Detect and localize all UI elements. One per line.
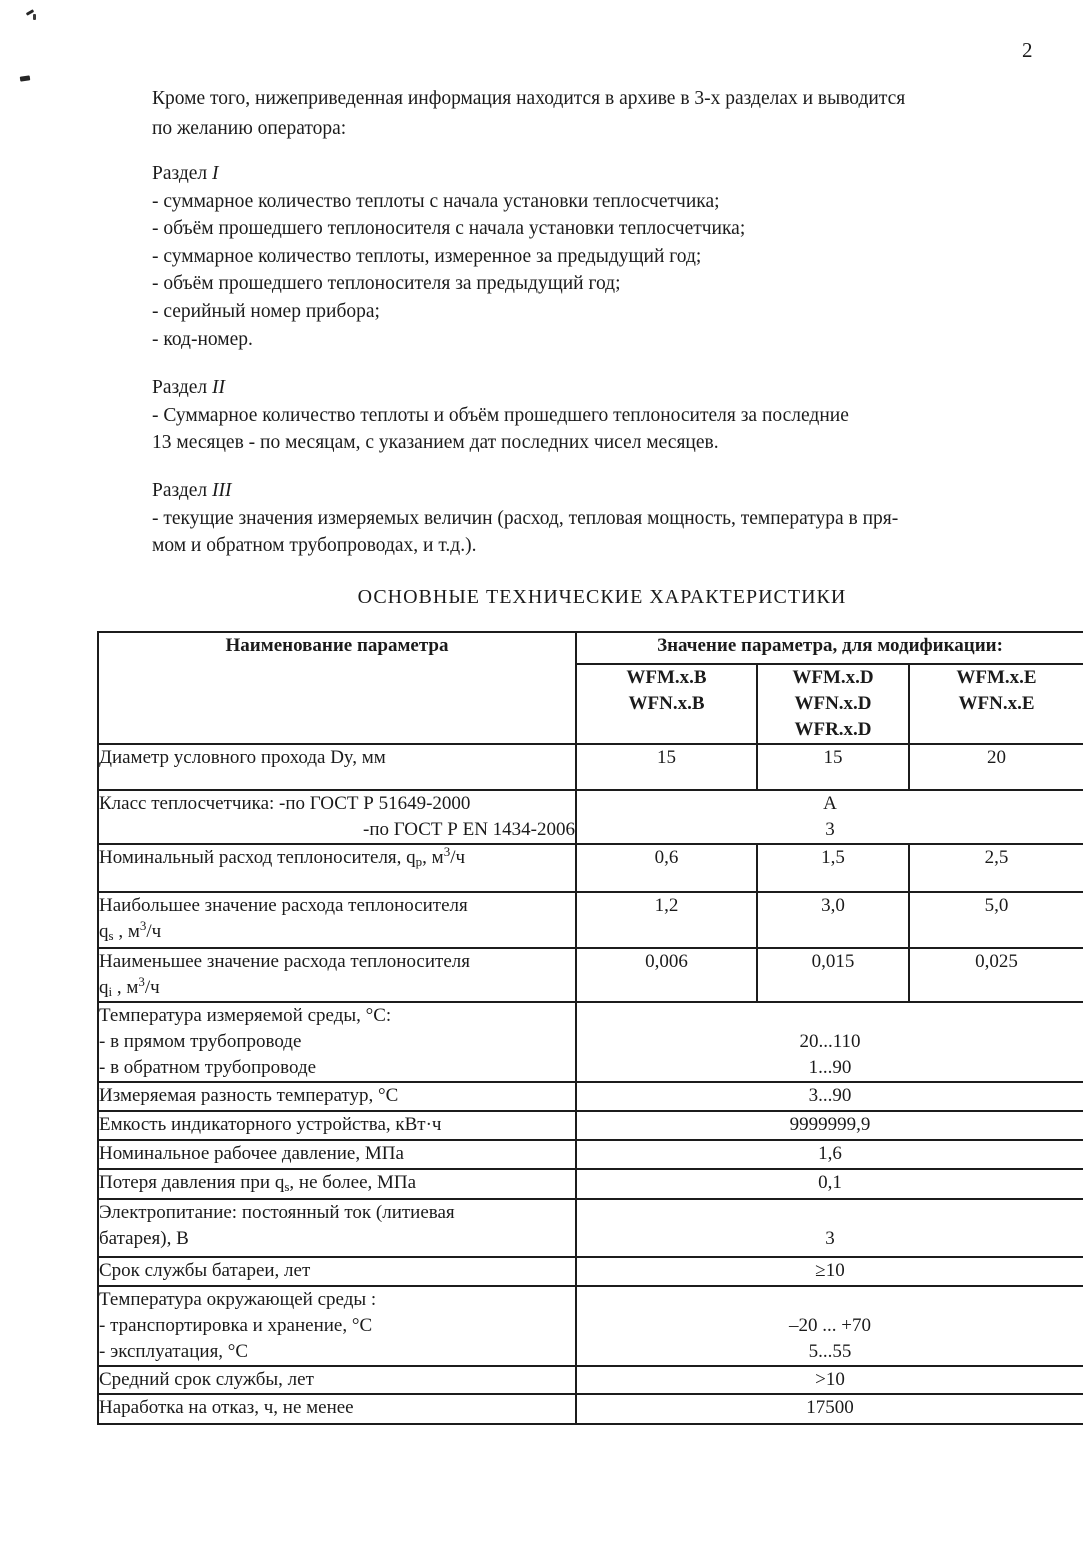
value-cell: 3,0 — [757, 892, 909, 948]
table-row — [98, 844, 1083, 892]
model-name: WFM.x.B — [626, 667, 707, 688]
table-row — [98, 1199, 1083, 1257]
value-cell: 5,0 — [909, 892, 1083, 948]
table-row — [98, 1140, 1083, 1169]
table-row — [98, 790, 1083, 844]
list-item: - текущие значения измеряемых величин (расход, тепловая мощность, температура в пря- — [152, 507, 899, 529]
value-cell: 20 — [909, 744, 1083, 790]
model-name: WFM.x.E — [956, 667, 1037, 688]
model-name: WFN.x.E — [958, 693, 1035, 714]
value-cell-merged: 20...110 1...90 — [576, 1002, 1083, 1082]
section-2-title — [152, 374, 1052, 402]
column-header-wfm-d — [757, 664, 909, 744]
parameter-name-cell: Измеряемая разность температур, °С — [98, 1082, 576, 1111]
value-cell-merged: ≥10 — [576, 1257, 1083, 1286]
section-word: Раздел — [152, 377, 213, 398]
parameter-name-cell: Температура окружающей среды : - транспортировка и хранение, °С - эксплуатация, °С — [98, 1286, 576, 1366]
list-item: - код-номер. — [152, 328, 253, 350]
column-header-wfm-b — [576, 664, 757, 744]
parameter-name-cell: Температура измеряемой среды, °С: - в прямом трубопроводе - в обратном трубопроводе — [98, 1002, 576, 1082]
scan-artifact — [33, 14, 36, 20]
section-1-title — [152, 160, 1052, 188]
value-cell-merged: 0,1 — [576, 1169, 1083, 1199]
value-cell: 0,015 — [757, 948, 909, 1002]
value-cell-merged: 3...90 — [576, 1082, 1083, 1111]
section-3-title — [152, 477, 1052, 505]
value-cell-merged: 17500 — [576, 1394, 1083, 1424]
intro-line: Кроме того, нижеприведенная информация находится в архиве в 3-х разделах и выводится — [152, 88, 906, 109]
parameter-name-cell: Средний срок службы, лет — [98, 1366, 576, 1394]
parameter-name-cell: Срок службы батареи, лет — [98, 1257, 576, 1286]
table-row — [98, 892, 1083, 948]
section-1 — [152, 160, 1052, 353]
table-row — [98, 1082, 1083, 1111]
value-cell-merged: 1,6 — [576, 1140, 1083, 1169]
list-item: - серийный номер прибора; — [152, 300, 380, 322]
value-cell: 1,2 — [576, 892, 757, 948]
parameter-name-cell: Наработка на отказ, ч, не менее — [98, 1394, 576, 1424]
table-row — [98, 1257, 1083, 1286]
section-2 — [152, 374, 1052, 457]
list-item: - объём прошедшего теплоносителя с начала установки теплосчетчика; — [152, 218, 746, 240]
parameter-name-cell: Наименьшее значение расхода теплоносителя $q_i$ , $м^3/ч$ — [98, 948, 576, 1002]
table-row — [98, 1286, 1083, 1366]
table-row — [98, 1394, 1083, 1424]
parameter-name-cell: Наибольшее значение расхода теплоносителя $q_s$ , $м^3/ч$ — [98, 892, 576, 948]
page-number: 2 — [1022, 38, 1033, 62]
table-row — [98, 1366, 1083, 1394]
parameter-name-cell: Класс теплосчетчика: -по ГОСТ Р 51649-2000 -по ГОСТ Р EN 1434-2006 — [98, 790, 576, 844]
value-cell-merged: А 3 — [576, 790, 1083, 844]
table-row — [98, 744, 1083, 790]
section-numeral: III — [212, 480, 232, 501]
value-cell-merged: >10 — [576, 1366, 1083, 1394]
table-header-row — [98, 632, 1083, 664]
parameter-name-cell: Электропитание: постоянный ток (литиевая батарея), В — [98, 1199, 576, 1257]
list-item: 13 месяцев - по месяцам, с указанием дат последних чисел месяцев. — [152, 432, 719, 454]
column-group-header: Значение параметра, для модификации: — [576, 632, 1083, 664]
table-row — [98, 1002, 1083, 1082]
value-cell: 2,5 — [909, 844, 1083, 892]
value-cell: 1,5 — [757, 844, 909, 892]
section-3 — [152, 477, 1052, 560]
column-header-parameter-name: Наименование параметра — [98, 632, 576, 744]
value-cell: 0,006 — [576, 948, 757, 1002]
list-item: - суммарное количество теплоты с начала установки теплосчетчика; — [152, 190, 720, 212]
table-heading: ОСНОВНЫЕ ТЕХНИЧЕСКИЕ ХАРАКТЕРИСТИКИ — [357, 586, 847, 608]
list-item: - суммарное количество теплоты, измеренное за предыдущий год; — [152, 245, 702, 267]
parameter-name-cell: Потеря давления при $q_s$, не более, МПа — [98, 1169, 576, 1199]
value-cell: 0,025 — [909, 948, 1083, 1002]
intro-paragraph — [152, 84, 1052, 144]
value-cell: 0,6 — [576, 844, 757, 892]
value-cell: 15 — [757, 744, 909, 790]
list-item: мом и обратном трубопроводах, и т.д.). — [152, 535, 477, 557]
section-numeral: I — [212, 163, 219, 184]
model-name: WFN.x.D — [794, 693, 872, 714]
section-word: Раздел — [152, 480, 213, 501]
table-row — [98, 948, 1083, 1002]
model-name: WFM.x.D — [792, 667, 874, 688]
section-numeral: II — [212, 377, 226, 398]
parameter-name-cell: Емкость индикаторного устройства, кВт·ч — [98, 1111, 576, 1140]
value-cell-merged: 9999999,9 — [576, 1111, 1083, 1140]
intro-line: по желанию оператора: — [152, 118, 347, 139]
value-cell-merged: 3 — [576, 1199, 1083, 1257]
parameter-name-cell: Номинальное рабочее давление, МПа — [98, 1140, 576, 1169]
table-row — [98, 1169, 1083, 1199]
scan-artifact — [20, 75, 31, 81]
specifications-table — [97, 631, 1083, 1425]
column-header-wfm-e — [909, 664, 1083, 744]
value-cell: 15 — [576, 744, 757, 790]
parameter-name-cell: Диаметр условного прохода Dy, мм — [98, 744, 576, 790]
list-item: - Суммарное количество теплоты и объём прошедшего теплоносителя за последние — [152, 404, 849, 426]
value-cell-merged: –20 ... +70 5...55 — [576, 1286, 1083, 1366]
model-name: WFR.x.D — [794, 719, 872, 740]
list-item: - объём прошедшего теплоносителя за предыдущий год; — [152, 273, 621, 295]
model-name: WFN.x.B — [628, 693, 705, 714]
table-row — [98, 1111, 1083, 1140]
section-word: Раздел — [152, 163, 213, 184]
parameter-name-cell: Номинальный расход теплоносителя, $q_p$, $м^3/ч$ — [98, 844, 576, 892]
